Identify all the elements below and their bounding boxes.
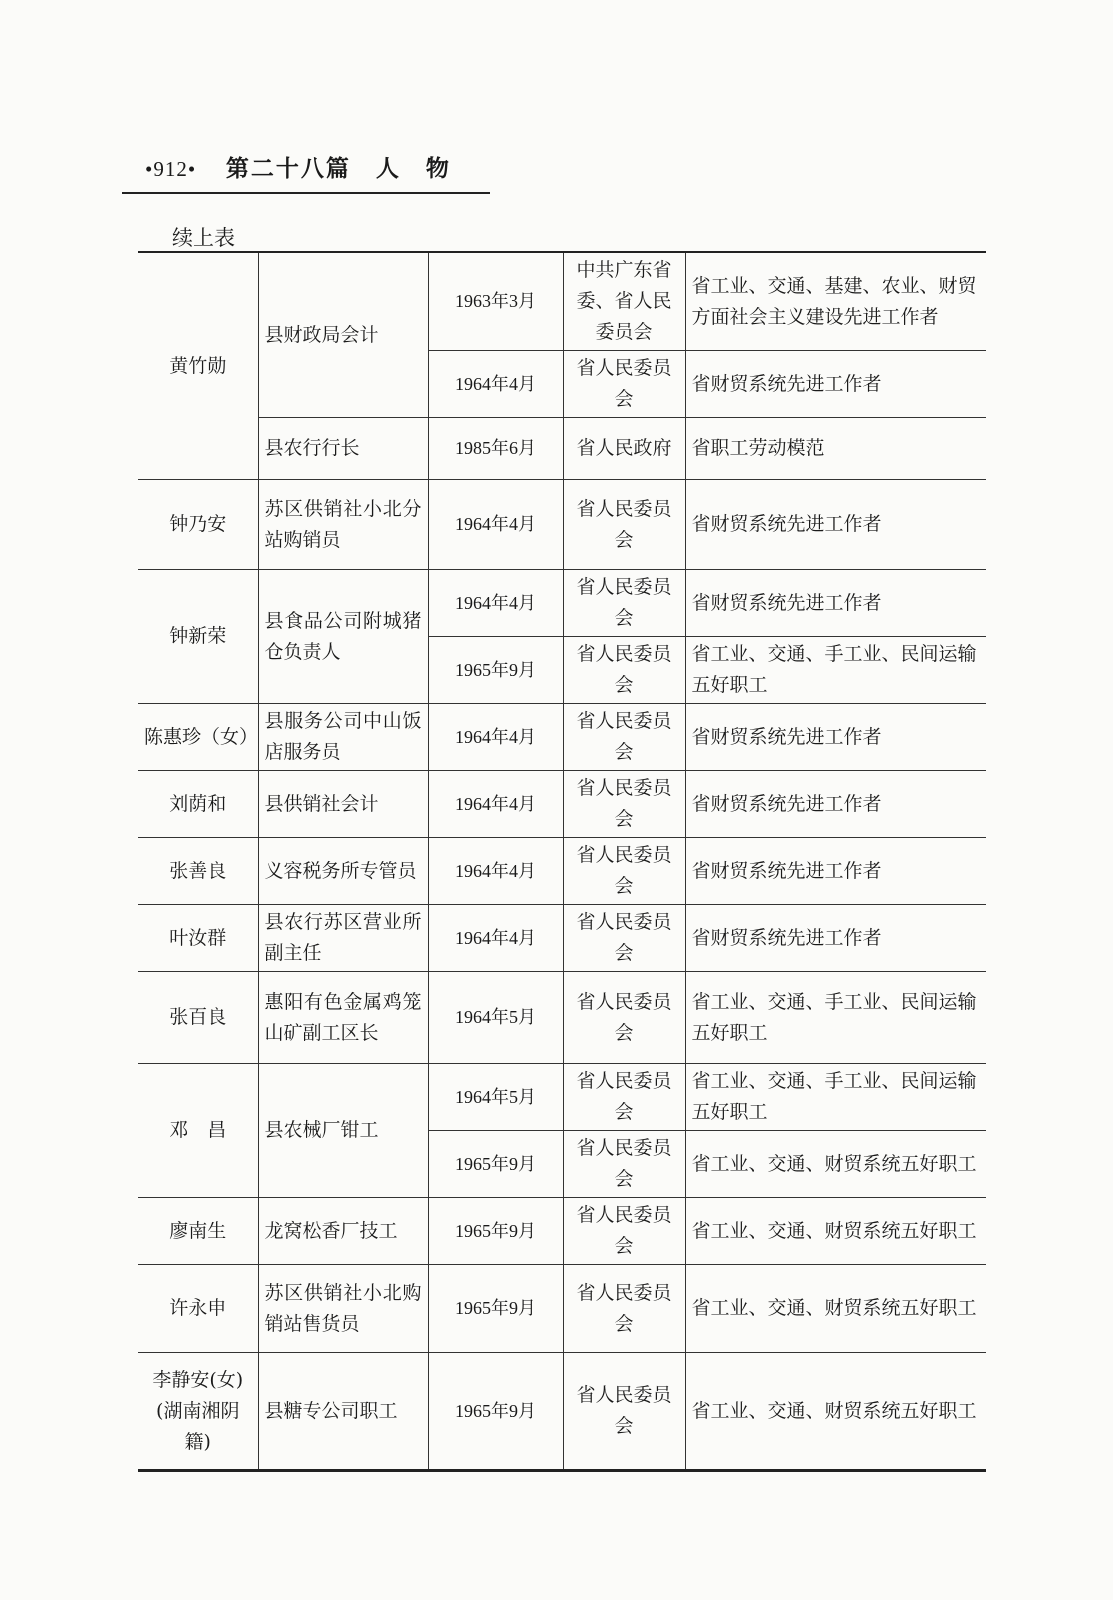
date-cell: 1965年9月 (428, 637, 563, 704)
title-cell: 省工业、交通、手工业、民间运输五好职工 (685, 1064, 986, 1131)
table-row (138, 1198, 986, 1265)
job-cell: 龙窝松香厂技工 (258, 1198, 428, 1265)
name-cell: 钟新荣 (138, 570, 258, 704)
table-row (138, 771, 986, 838)
date-cell: 1964年4月 (428, 480, 563, 570)
date-cell: 1965年9月 (428, 1265, 563, 1353)
org-cell: 省人民委员会 (563, 704, 685, 771)
title-cell: 省财贸系统先进工作者 (685, 480, 986, 570)
title-cell: 省财贸系统先进工作者 (685, 905, 986, 972)
name-cell: 许永申 (138, 1265, 258, 1353)
page-header (145, 150, 451, 183)
name-cell: 李静安(女)(湖南湘阴籍) (138, 1353, 258, 1471)
org-cell: 省人民委员会 (563, 1131, 685, 1198)
job-cell: 苏区供销社小北购销站售货员 (258, 1265, 428, 1353)
title-cell: 省工业、交通、财贸系统五好职工 (685, 1353, 986, 1471)
date-cell: 1963年3月 (428, 252, 563, 351)
page-number: •912• (145, 157, 197, 181)
title-cell: 省工业、交通、财贸系统五好职工 (685, 1131, 986, 1198)
table-row (138, 1064, 986, 1131)
job-cell: 县服务公司中山饭店服务员 (258, 704, 428, 771)
job-cell: 县食品公司附城猪仓负责人 (258, 570, 428, 704)
date-cell: 1964年4月 (428, 570, 563, 637)
table-row (138, 1353, 986, 1471)
job-cell: 义容税务所专管员 (258, 838, 428, 905)
table-row (138, 252, 986, 351)
date-cell: 1964年5月 (428, 1064, 563, 1131)
table-row (138, 704, 986, 771)
title-cell: 省财贸系统先进工作者 (685, 570, 986, 637)
org-cell: 省人民委员会 (563, 351, 685, 418)
title-cell: 省工业、交通、手工业、民间运输五好职工 (685, 637, 986, 704)
table-row (138, 838, 986, 905)
job-cell: 苏区供销社小北分站购销员 (258, 480, 428, 570)
name-cell: 张百良 (138, 972, 258, 1064)
date-cell: 1964年4月 (428, 704, 563, 771)
org-cell: 省人民委员会 (563, 480, 685, 570)
title-cell: 省工业、交通、手工业、民间运输五好职工 (685, 972, 986, 1064)
org-cell: 省人民委员会 (563, 1064, 685, 1131)
chapter-title: 第二十八篇 人 物 (225, 155, 451, 182)
name-cell: 刘荫和 (138, 771, 258, 838)
org-cell: 省人民委员会 (563, 838, 685, 905)
org-cell: 省人民委员会 (563, 1198, 685, 1265)
title-cell: 省财贸系统先进工作者 (685, 704, 986, 771)
org-cell: 省人民委员会 (563, 1353, 685, 1471)
name-cell: 张善良 (138, 838, 258, 905)
header-rule (122, 192, 490, 194)
date-cell: 1965年9月 (428, 1131, 563, 1198)
name-cell: 钟乃安 (138, 480, 258, 570)
table-row (138, 418, 986, 480)
date-cell: 1964年4月 (428, 771, 563, 838)
date-cell: 1965年9月 (428, 1198, 563, 1265)
table-row (138, 972, 986, 1064)
job-cell: 县农械厂钳工 (258, 1064, 428, 1198)
org-cell: 省人民委员会 (563, 570, 685, 637)
org-cell: 省人民政府 (563, 418, 685, 480)
job-cell: 县农行行长 (258, 418, 428, 480)
title-cell: 省职工劳动模范 (685, 418, 986, 480)
date-cell: 1965年9月 (428, 1353, 563, 1471)
name-cell: 叶汝群 (138, 905, 258, 972)
date-cell: 1964年4月 (428, 351, 563, 418)
name-cell: 邓 昌 (138, 1064, 258, 1198)
job-cell: 县财政局会计 (258, 252, 428, 418)
date-cell: 1964年4月 (428, 838, 563, 905)
org-cell: 中共广东省委、省人民委员会 (563, 252, 685, 351)
job-cell: 县供销社会计 (258, 771, 428, 838)
date-cell: 1964年4月 (428, 905, 563, 972)
title-cell: 省工业、交通、财贸系统五好职工 (685, 1265, 986, 1353)
job-cell: 县农行苏区营业所副主任 (258, 905, 428, 972)
name-cell: 廖南生 (138, 1198, 258, 1265)
table-row (138, 480, 986, 570)
title-cell: 省财贸系统先进工作者 (685, 771, 986, 838)
name-cell: 黄竹勋 (138, 252, 258, 480)
job-cell: 惠阳有色金属鸡笼山矿副工区长 (258, 972, 428, 1064)
name-cell: 陈惠珍（女） (138, 704, 258, 771)
date-cell: 1985年6月 (428, 418, 563, 480)
title-cell: 省工业、交通、财贸系统五好职工 (685, 1198, 986, 1265)
org-cell: 省人民委员会 (563, 905, 685, 972)
org-cell: 省人民委员会 (563, 972, 685, 1064)
table-row (138, 905, 986, 972)
date-cell: 1964年5月 (428, 972, 563, 1064)
table-row (138, 570, 986, 637)
org-cell: 省人民委员会 (563, 1265, 685, 1353)
job-cell: 县糖专公司职工 (258, 1353, 428, 1471)
title-cell: 省财贸系统先进工作者 (685, 838, 986, 905)
org-cell: 省人民委员会 (563, 771, 685, 838)
continued-label: 续上表 (172, 226, 235, 250)
title-cell: 省工业、交通、基建、农业、财贸方面社会主义建设先进工作者 (685, 252, 986, 351)
title-cell: 省财贸系统先进工作者 (685, 351, 986, 418)
org-cell: 省人民委员会 (563, 637, 685, 704)
awards-table (138, 251, 986, 1472)
table-row (138, 1265, 986, 1353)
